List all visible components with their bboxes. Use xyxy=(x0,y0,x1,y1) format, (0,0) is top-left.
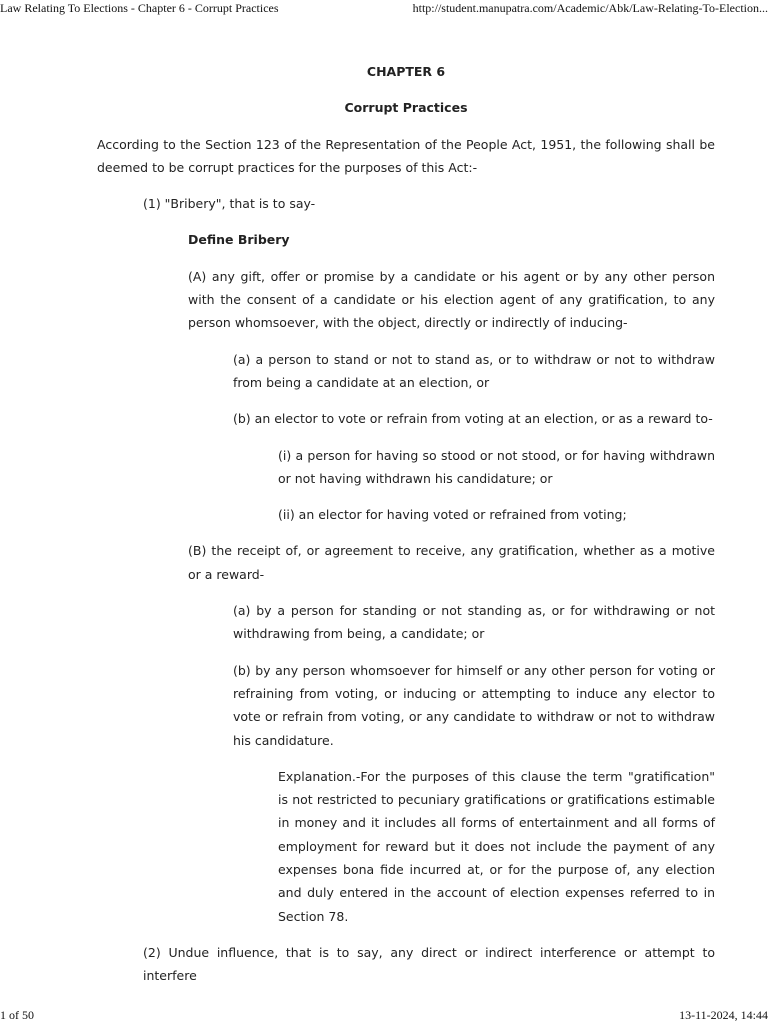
clause-2-undue-influence: (2) Undue influence, that is to say, any direct or indirect interference or attempt to interfere xyxy=(143,944,715,984)
define-bribery-heading: Define Bribery xyxy=(188,232,290,248)
page-header-title: Law Relating To Elections - Chapter 6 - Corrupt Practices xyxy=(0,1,279,15)
print-datetime: 13-11-2024, 14:44 xyxy=(679,1008,768,1022)
page-header-url: http://student.manupatra.com/Academic/Abk/Law-Relating-To-Election... xyxy=(412,1,768,15)
clause-B: (B) the receipt of, or agreement to receive, any gratification, whether as a motive or a reward- xyxy=(188,543,715,582)
clause-A-a: (a) a person to stand or not to stand as, or to withdraw or not to withdraw from being a candidate at an election, or xyxy=(233,351,715,390)
chapter-heading: CHAPTER 6 xyxy=(366,64,446,79)
intro-paragraph: According to the Section 123 of the Representation of the People Act, 1951, the following shall be deemed to be corrupt practices for the purposes of this Act:- xyxy=(97,136,715,175)
clause-A-b: (b) an elector to vote or refrain from voting at an election, or as a reward to- xyxy=(233,411,713,427)
chapter-title: Corrupt Practices xyxy=(344,100,468,116)
clause-B-b: (b) by any person whomsoever for himself or any other person for voting or refraining from voting, or inducing or attempting to induce any elector to vote or refrain from voting, or any candidate to withdraw or not to withdraw his candidature. xyxy=(233,662,715,748)
document-body xyxy=(97,60,715,1001)
clause-A-b-i: (i) a person for having so stood or not stood, or for having withdrawn or not having withdrawn his candidature; or xyxy=(278,447,715,486)
clause-A-b-ii: (ii) an elector for having voted or refrained from voting; xyxy=(278,507,627,523)
clause-B-a: (a) by a person for standing or not standing as, or for withdrawing or not withdrawing from being, a candidate; or xyxy=(233,603,715,642)
clause-1-bribery: (1) "Bribery", that is to say- xyxy=(143,196,316,212)
clause-A: (A) any gift, offer or promise by a candidate or his agent or by any other person with the consent of a candidate or his election agent of any gratification, to any person whomsoever, with the object, directly or indirectly of inducing- xyxy=(188,268,715,331)
page-number: 1 of 50 xyxy=(0,1008,34,1022)
explanation-paragraph: Explanation.-For the purposes of this clause the term "gratification" is not restricted to pecuniary gratifications or gratifications estimable in money and it includes all forms of entertainment and all forms of employment for reward but it does not include the payment of any expenses bona fide incurred at, or for the purpose of, any election and duly entered in the account of election expenses referred to in Section 78. xyxy=(278,768,715,924)
